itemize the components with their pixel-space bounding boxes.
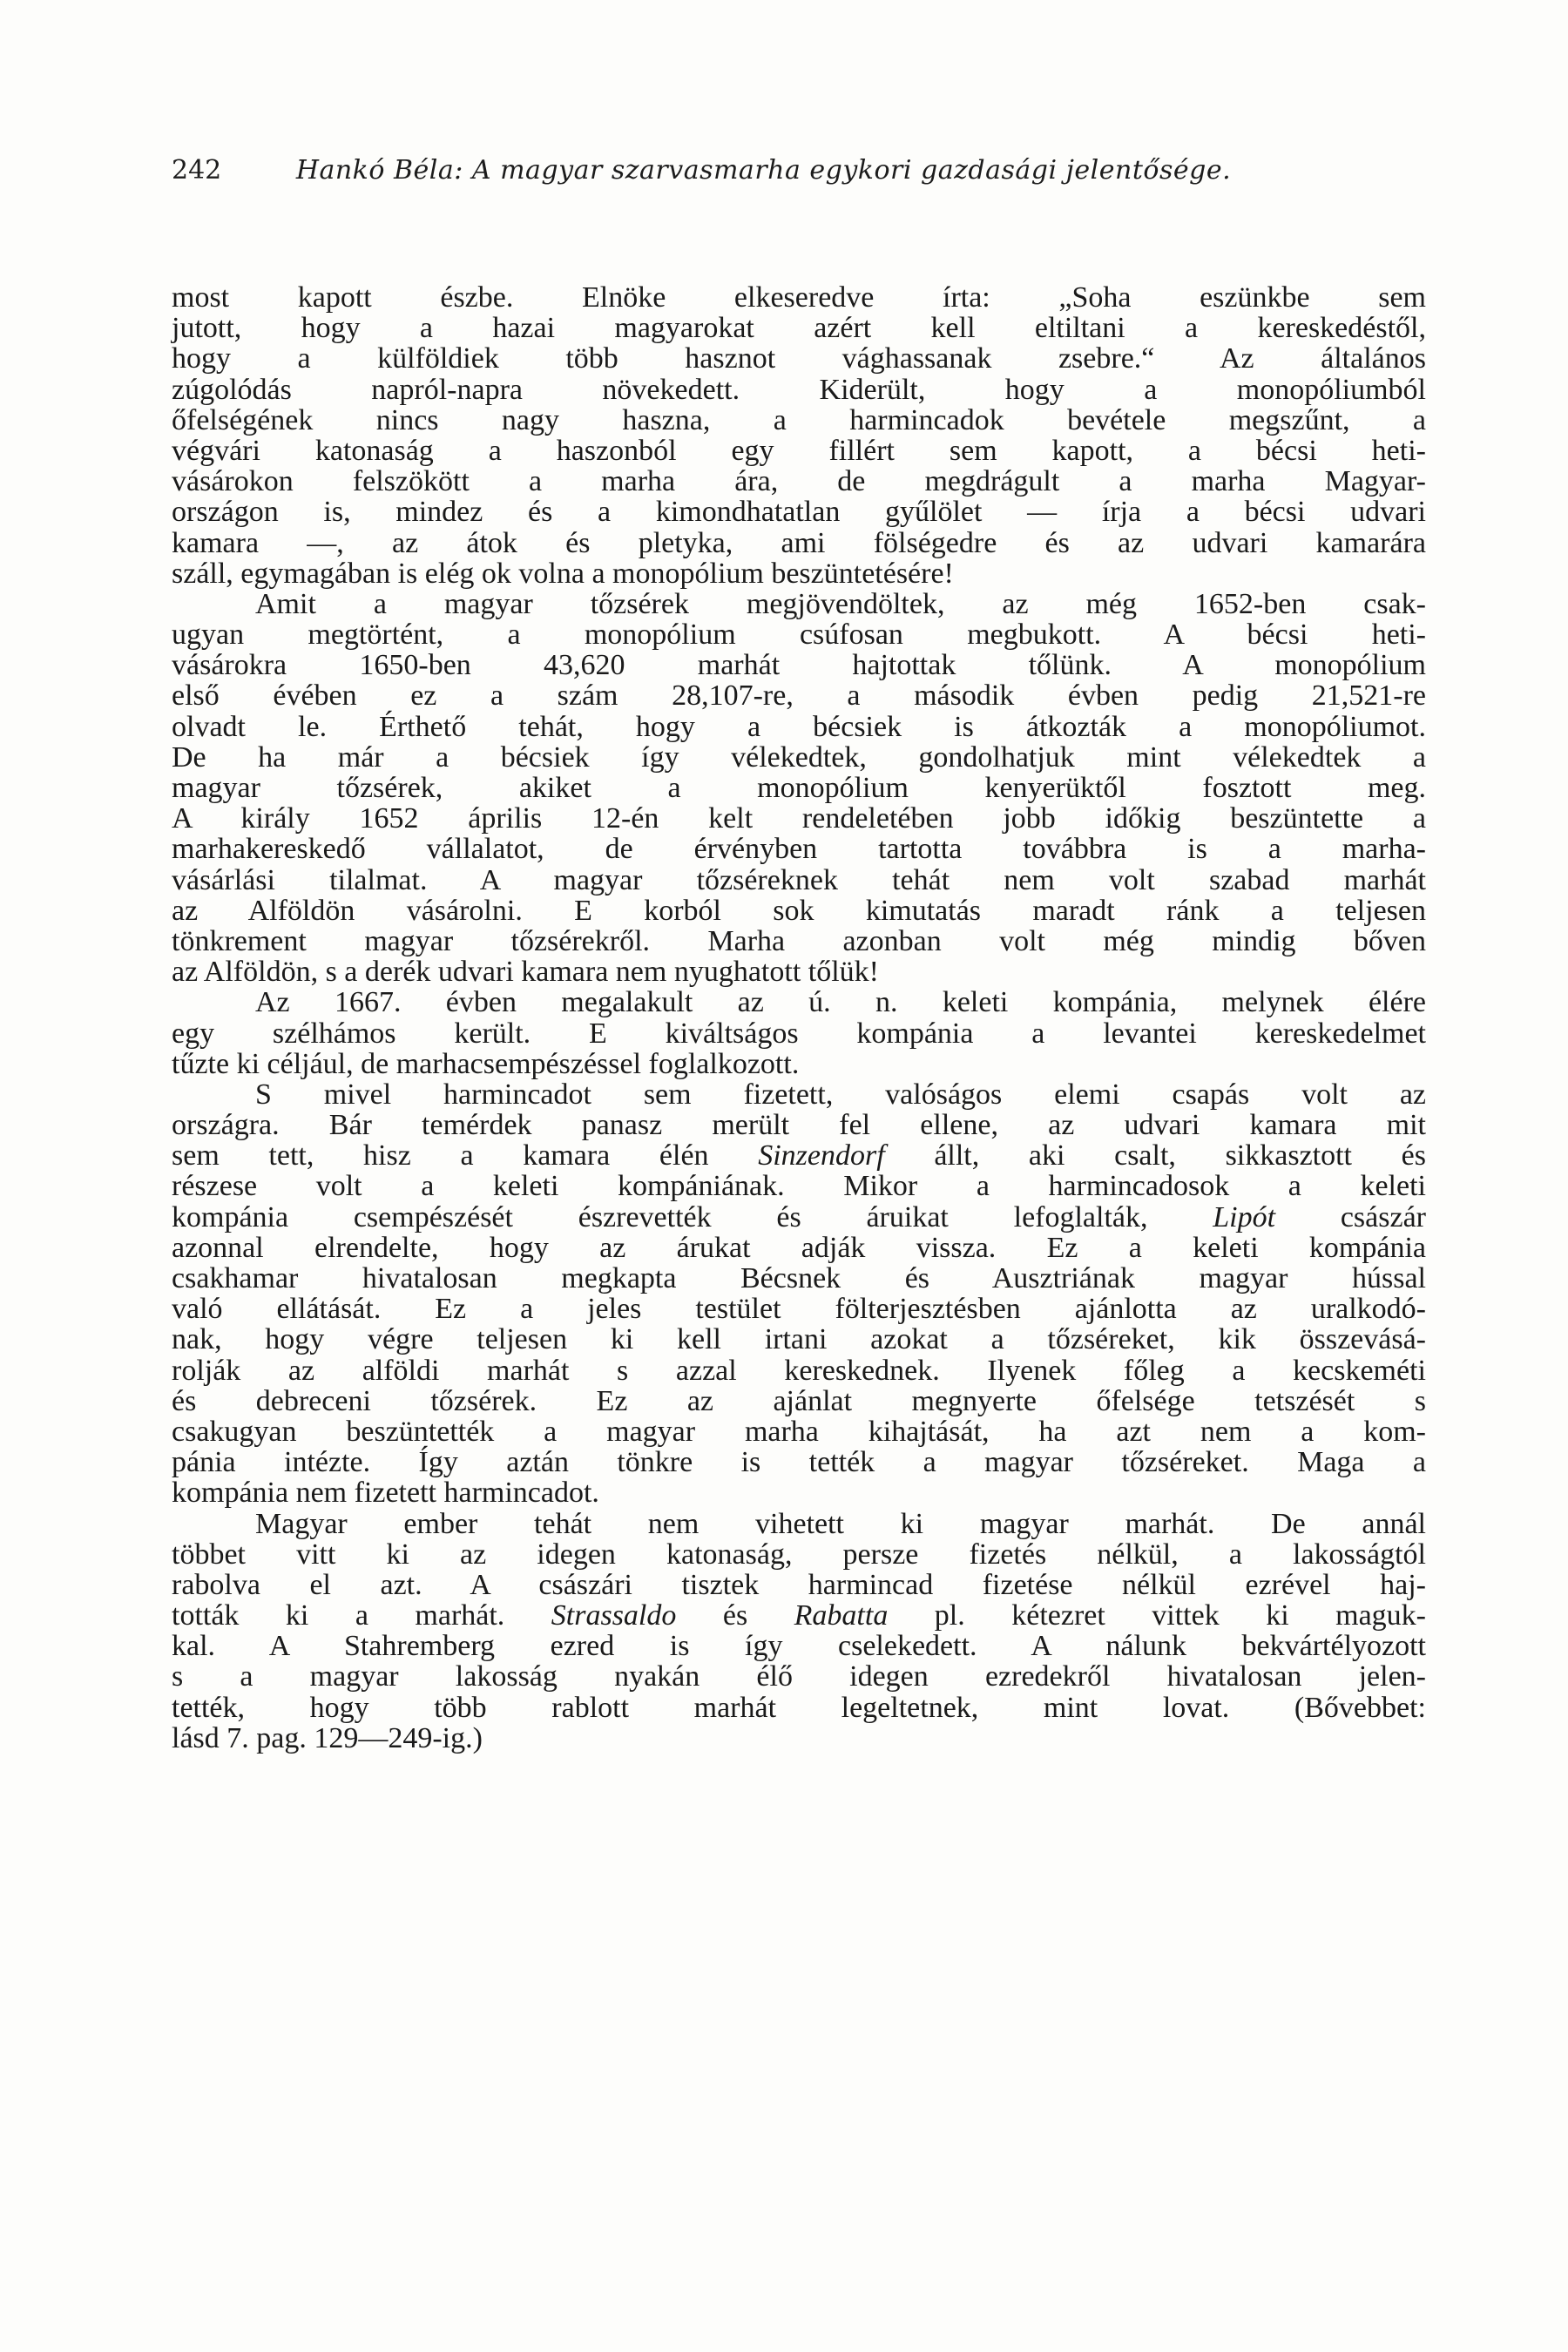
paragraph [172, 589, 1426, 987]
text-line: az Alföldön vásárolni. E korból sok kimutatás maradt ránk a teljesen [172, 894, 1426, 927]
body-text [172, 282, 1426, 1754]
text-line: részese volt a keleti kompániának. Mikor a harmincadosok a keleti [172, 1170, 1426, 1203]
text-line: végvári katonaság a haszonból egy fillért sem kapott, a bécsi heti- [172, 434, 1426, 467]
text-line: és debreceni tőzsérek. Ez az ajánlat megnyerte őfelsége tetszését s [172, 1384, 1426, 1417]
text-line: száll, egymagában is elég ok volna a monopólium beszüntetésére! [172, 557, 954, 590]
text-line: nak, hogy végre teljesen ki kell irtani azokat a tőzséreket, kik összevásá- [172, 1323, 1426, 1356]
paragraph [172, 987, 1426, 1079]
text-line: csakugyan beszüntették a magyar marha kihajtását, ha azt nem a kom- [172, 1415, 1426, 1448]
text-line: Amit a magyar tőzsérek megjövendöltek, az még 1652-ben csak- [255, 587, 1426, 620]
text-line: olvadt le. Érthető tehát, hogy a bécsiek is átkozták a monopóliumot. [172, 710, 1426, 743]
text-line: rolják az alföldi marhát s azzal kereskednek. Ilyenek főleg a kecskeméti [172, 1354, 1426, 1387]
page-number: 242 [172, 155, 222, 186]
text-line: Magyar ember tehát nem vihetett ki magyar marhát. De annál [255, 1507, 1426, 1540]
text-line: csakhamar hivatalosan megkapta Bécsnek és Ausztriának magyar hússal [172, 1262, 1426, 1294]
text-line: magyar tőzsérek, akiket a monopólium kenyerüktől fosztott meg. [172, 772, 1426, 804]
text-line: jutott, hogy a hazai magyarokat azért kell eltiltani a kereskedéstől, [172, 312, 1426, 345]
text-line: zúgolódás napról-napra növekedett. Kiderült, hogy a monopóliumból [172, 373, 1426, 406]
text-line: kompánia nem fizetett harmincadot. [172, 1477, 599, 1510]
text-line: országon is, mindez és a kimondhatatlan gyűlölet — írja a bécsi udvari [172, 496, 1426, 529]
text-line: marhakereskedő vállalatot, de érvényben tartotta továbbra is a marha- [172, 833, 1426, 866]
text-line: vásárokra 1650-ben 43,620 marhát hajtottak tőlünk. A monopólium [172, 649, 1426, 682]
text-line: lásd 7. pag. 129—249-ig.) [172, 1721, 483, 1754]
text-line: ugyan megtörtént, a monopólium csúfosan megbukott. A bécsi heti- [172, 618, 1426, 652]
text-line: vásárlási tilalmat. A magyar tőzséreknek tehát nem volt szabad marhát [172, 863, 1426, 896]
running-title: Hankó Béla: A magyar szarvasmarha egykori gazdasági jelentősége. [295, 155, 1232, 186]
text-line: kompánia csempészését észrevették és áruikat lefoglalták, Lipót császár [172, 1200, 1426, 1233]
text-line: vásárokon felszökött a marha ára, de megdrágult a marha Magyar- [172, 465, 1426, 498]
text-line: tották ki a marhát. Strassaldo és Rabatta pl. kétezret vittek ki maguk- [172, 1599, 1426, 1632]
text-line: országra. Bár temérdek panasz merült fel ellene, az udvari kamara mit [172, 1109, 1426, 1142]
text-line: azonnal elrendelte, hogy az árukat adják vissza. Ez a keleti kompánia [172, 1231, 1426, 1264]
paragraph [172, 282, 1426, 589]
text-line: hogy a külföldiek több hasznot vághassanak zsebre.“ Az általános [172, 342, 1426, 375]
text-line: többet vitt ki az idegen katonaság, persze fizetés nélkül, a lakosságtól [172, 1538, 1426, 1571]
text-line: őfelségének nincs nagy haszna, a harmincadok bevétele megszűnt, a [172, 403, 1426, 436]
text-line: De ha már a bécsiek így vélekedtek, gondolhatjuk mint vélekedtek a [172, 740, 1426, 774]
text-line: kamara —, az átok és pletyka, ami fölségedre és az udvari kamarára [172, 526, 1426, 559]
text-line: rabolva el azt. A császári tisztek harmincad fizetése nélkül ezrével haj- [172, 1568, 1426, 1601]
text-line: első évében ez a szám 28,107-re, a második évben pedig 21,521-re [172, 679, 1426, 713]
text-line: tönkrement magyar tőzsérekről. Marha azonban volt még mindig bőven [172, 924, 1426, 957]
text-line: Az 1667. évben megalakult az ú. n. keleti kompánia, melynek élére [255, 986, 1426, 1019]
text-line: most kapott észbe. Elnöke elkeseredve írta: „Soha eszünkbe sem [172, 281, 1426, 314]
text-line: A király 1652 április 12-én kelt rendeletében jobb időkig beszüntette a [172, 802, 1426, 835]
text-line: az Alföldön, s a derék udvari kamara nem nyughatott tőlük! [172, 956, 879, 989]
text-line: S mivel harmincadot sem fizetett, valóságos elemi csapás volt az [255, 1078, 1426, 1111]
running-header [172, 155, 1426, 195]
text-line: pánia intézte. Így aztán tönkre is tették a magyar tőzséreket. Maga a [172, 1446, 1426, 1479]
text-line: tűzte ki céljául, de marhacsempészéssel foglalkozott. [172, 1047, 800, 1080]
text-line: egy szélhámos került. E kiváltságos kompánia a levantei kereskedelmet [172, 1017, 1426, 1050]
paragraph [172, 1079, 1426, 1509]
paragraph [172, 1509, 1426, 1754]
text-line: való ellátását. Ez a jeles testület fölterjesztésben ajánlotta az uralkodó- [172, 1293, 1426, 1326]
text-line: s a magyar lakosság nyakán élő idegen ezredekről hivatalosan jelen- [172, 1660, 1426, 1693]
text-line: kal. A Stahremberg ezred is így cselekedett. A nálunk bekvártélyozott [172, 1630, 1426, 1663]
text-line: tették, hogy több rablott marhát legeltetnek, mint lovat. (Bővebbet: [172, 1691, 1426, 1724]
text-line: sem tett, hisz a kamara élén Sinzendorf állt, aki csalt, sikkasztott és [172, 1139, 1426, 1173]
